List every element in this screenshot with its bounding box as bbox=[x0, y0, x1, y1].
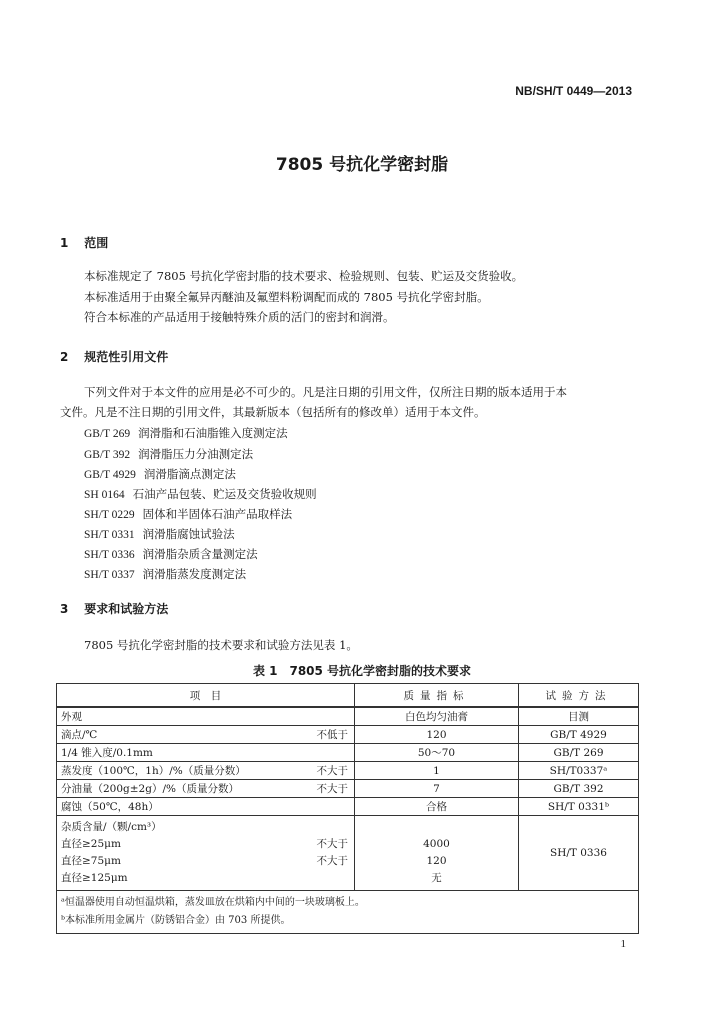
reference-code: GB/T 4929 bbox=[84, 469, 136, 481]
table-row bbox=[57, 798, 639, 816]
table-footnote-row bbox=[57, 891, 639, 934]
requirements-intro: 7805 号抗化学密封脂的技术要求和试验方法见表 1。 bbox=[84, 638, 358, 652]
footnote-a: ᵃ恒温器使用自动恒温烘箱，蒸发皿放在烘箱内中间的一块玻璃板上。 bbox=[61, 897, 365, 908]
row-method: GB/T 269 bbox=[519, 744, 639, 762]
row-value: 白色均匀油膏 bbox=[355, 707, 519, 726]
reference-item bbox=[84, 566, 246, 582]
table-row-impurity bbox=[57, 816, 639, 891]
row-method: GB/T 392 bbox=[519, 780, 639, 798]
row-limit: 不大于 bbox=[316, 765, 348, 777]
row-value: 4000 bbox=[423, 838, 450, 850]
row-item: 1/4 锥入度/0.1mm bbox=[61, 747, 153, 759]
row-method: GB/T 4929 bbox=[519, 726, 639, 744]
scope-paragraph-3: 符合本标准的产品适用于接触特殊介质的活门的密封和润滑。 bbox=[84, 310, 395, 324]
row-method: SH/T0337ᵃ bbox=[519, 762, 639, 780]
spec-table bbox=[56, 683, 639, 934]
reference-code: SH/T 0229 bbox=[84, 509, 135, 521]
reference-title: 润滑脂杂质含量测定法 bbox=[142, 547, 258, 561]
scope-paragraph-2: 本标准适用于由聚全氟异丙醚油及氟塑料粉调配而成的 7805 号抗化学密封脂。 bbox=[84, 290, 489, 304]
page-number: 1 bbox=[620, 938, 626, 950]
reference-title: 润滑脂滴点测定法 bbox=[143, 467, 236, 481]
impurity-sub-row bbox=[61, 836, 350, 853]
table-caption: 表 1 7805 号抗化学密封脂的技术要求 bbox=[252, 664, 472, 678]
row-limit: 不大于 bbox=[316, 838, 348, 850]
table-header-row bbox=[57, 684, 639, 708]
table-row bbox=[57, 726, 639, 744]
impurity-sub-row bbox=[61, 853, 350, 870]
section-title: 规范性引用文件 bbox=[84, 350, 169, 364]
row-value: 50～70 bbox=[355, 744, 519, 762]
reference-title: 石油产品包装、贮运及交货验收规则 bbox=[132, 487, 317, 501]
reference-item bbox=[84, 446, 253, 462]
row-item: 直径≥75μm bbox=[61, 855, 121, 867]
row-item: 直径≥125μm bbox=[61, 872, 128, 884]
section-number: 1 bbox=[60, 236, 69, 250]
row-item: 直径≥25μm bbox=[61, 838, 121, 850]
row-item: 外观 bbox=[61, 711, 82, 723]
table-row bbox=[57, 780, 639, 798]
section-heading-requirements bbox=[60, 600, 168, 617]
section-number: 2 bbox=[60, 350, 69, 364]
header-quality: 质量指标 bbox=[355, 684, 519, 708]
row-limit: 不大于 bbox=[316, 783, 348, 795]
footnote-b: ᵇ本标准所用金属片（防锈铝合金）由 703 所提供。 bbox=[61, 915, 291, 926]
reference-item bbox=[84, 486, 317, 502]
row-value: 1 bbox=[355, 762, 519, 780]
row-method: SH/T 0336 bbox=[519, 816, 639, 891]
row-value: 120 bbox=[355, 726, 519, 744]
reference-item bbox=[84, 506, 292, 522]
row-method: SH/T 0331ᵇ bbox=[519, 798, 639, 816]
row-limit: 不低于 bbox=[316, 729, 348, 741]
reference-title: 润滑脂和石油脂锥入度测定法 bbox=[138, 426, 288, 440]
document-title: 7805 号抗化学密封脂 bbox=[275, 155, 449, 175]
impurity-label: 杂质含量/（颗/cm³） bbox=[61, 821, 162, 833]
row-value: 120 bbox=[426, 855, 447, 867]
reference-code: GB/T 269 bbox=[84, 428, 131, 440]
normative-intro-line-2: 文件。凡是不注日期的引用文件，其最新版本（包括所有的修改单）适用于本文件。 bbox=[60, 405, 486, 419]
reference-title: 固体和半固体石油产品取样法 bbox=[142, 507, 293, 521]
reference-code: GB/T 392 bbox=[84, 449, 131, 461]
table-row bbox=[57, 744, 639, 762]
impurity-sub-row bbox=[61, 870, 350, 887]
reference-item bbox=[84, 466, 236, 482]
section-title: 范围 bbox=[84, 236, 109, 250]
scope-paragraph-1: 本标准规定了 7805 号抗化学密封脂的技术要求、检验规则、包装、贮运及交货验收。 bbox=[84, 269, 524, 283]
reference-code: SH 0164 bbox=[84, 489, 125, 501]
reference-title: 润滑脂腐蚀试验法 bbox=[142, 527, 235, 541]
row-item: 腐蚀（50℃，48h） bbox=[61, 801, 159, 813]
section-heading-scope bbox=[60, 234, 108, 251]
header-method: 试验方法 bbox=[519, 684, 639, 708]
table-row bbox=[57, 707, 639, 726]
row-item: 滴点/℃ bbox=[61, 729, 98, 741]
row-item: 分油量（200g±2g）/%（质量分数） bbox=[61, 783, 239, 795]
reference-code: SH/T 0336 bbox=[84, 549, 135, 561]
section-number: 3 bbox=[60, 602, 69, 616]
row-item: 蒸发度（100℃，1h）/%（质量分数） bbox=[61, 765, 246, 777]
reference-title: 润滑脂压力分油测定法 bbox=[138, 447, 254, 461]
row-method: 目测 bbox=[519, 707, 639, 726]
section-title: 要求和试验方法 bbox=[84, 602, 169, 616]
section-heading-normative bbox=[60, 348, 168, 365]
standard-code: NB/SH/T 0449—2013 bbox=[515, 84, 632, 98]
reference-item bbox=[84, 526, 235, 542]
reference-item bbox=[84, 425, 288, 441]
row-value: 合格 bbox=[355, 798, 519, 816]
reference-item bbox=[84, 546, 258, 562]
normative-intro-line-1: 下列文件对于本文件的应用是必不可少的。凡是注日期的引用文件，仅所注日期的版本适用于本 bbox=[84, 385, 567, 399]
reference-title: 润滑脂蒸发度测定法 bbox=[142, 567, 247, 581]
reference-code: SH/T 0337 bbox=[84, 569, 135, 581]
reference-code: SH/T 0331 bbox=[84, 529, 135, 541]
table-row bbox=[57, 762, 639, 780]
row-limit: 不大于 bbox=[316, 855, 348, 867]
row-value: 无 bbox=[431, 872, 442, 884]
row-value: 7 bbox=[355, 780, 519, 798]
header-item: 项 目 bbox=[57, 684, 355, 708]
